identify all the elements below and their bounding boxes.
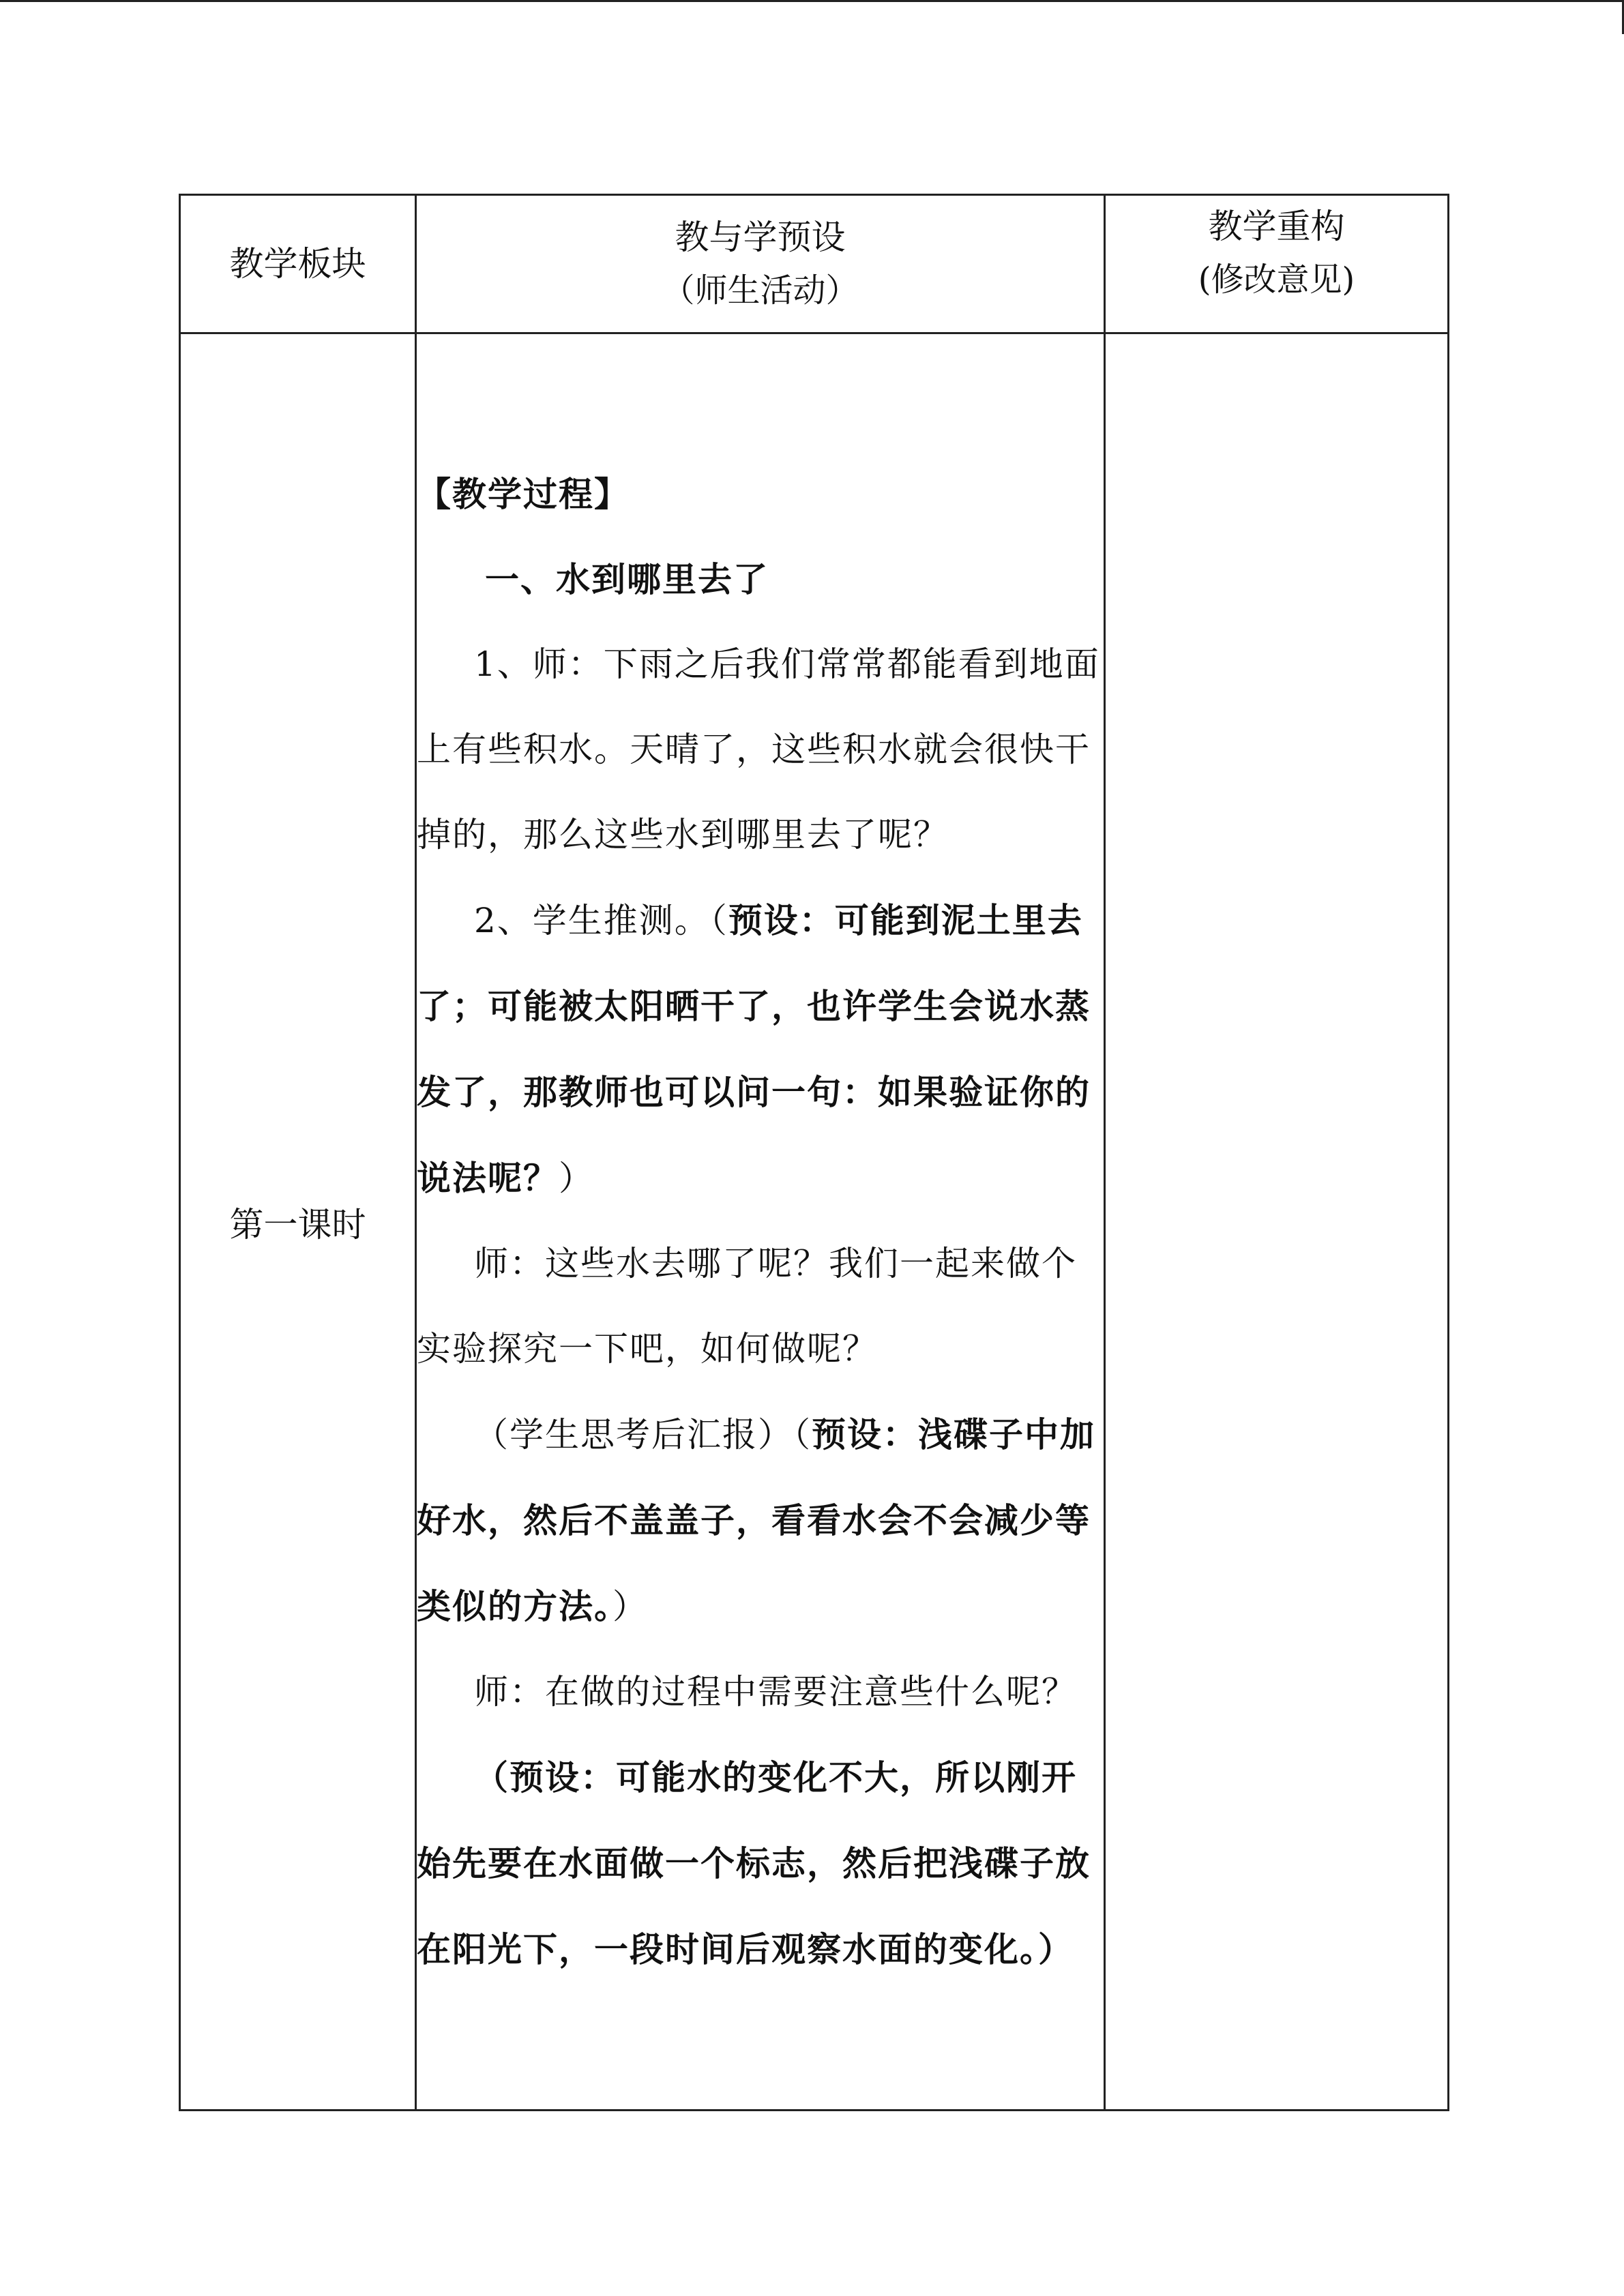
- header-col2-line1: 教与学预设: [675, 218, 846, 257]
- paragraph-2-bold: 预设：可能到泥土里去了；可能被太阳晒干了，也许学生会说水蒸发了，那教师也可以问一句：如果验证你的说法呢？: [417, 899, 1091, 1198]
- header-col3-line2: (修改意见): [1198, 260, 1355, 299]
- paragraph-3: 师：这些水去哪了呢？我们一起来做个实验探究一下吧，如何做呢？: [417, 1243, 1077, 1369]
- lesson-plan-table: [179, 194, 1449, 2111]
- paragraph-6-end: ）: [1038, 1928, 1074, 1969]
- header-teaching-preset: [416, 195, 1105, 333]
- table-row: [180, 333, 1449, 2111]
- paragraph-6: [417, 1735, 1104, 1993]
- teaching-process-cell: [416, 333, 1105, 2111]
- subsection-title: 一、水到哪里去了: [485, 558, 769, 599]
- header-col2-line2: （师生活动）: [662, 271, 859, 310]
- paragraph-6-open: （: [474, 1757, 510, 1798]
- section-title: 【教学过程】: [417, 473, 630, 514]
- header-teaching-module: [180, 195, 416, 333]
- paragraph-4-bold: 预设：浅碟子中加好水，然后不盖盖子，看看水会不会减少等类似的方法。: [417, 1414, 1095, 1626]
- paragraph-4: [417, 1392, 1104, 1650]
- paragraph-5: 师：在做的过程中需要注意些什么呢？: [474, 1671, 1077, 1712]
- paragraph-6-bold: 预设：可能水的变化不大，所以刚开始先要在水面做一个标志，然后把浅碟子放在阳光下，一段时间后观察水面的变化。: [417, 1757, 1091, 1969]
- lesson-label: 第一课时: [229, 1204, 366, 1244]
- table-header-row: [180, 195, 1449, 333]
- page-top-border: [0, 0, 1624, 2]
- paragraph-4-end: ）: [612, 1586, 648, 1626]
- paragraph-4-plain: （学生思考后汇报）（: [474, 1414, 812, 1455]
- header-teaching-reconstruct: [1105, 195, 1449, 333]
- paragraph-2-end: ）: [559, 1158, 594, 1198]
- header-col3-line1: 教学重构: [1208, 207, 1345, 246]
- paragraph-1: 1、师：下雨之后我们常常都能看到地面上有些积水。天晴了，这些积水就会很快干掉的，那么这些水到哪里去了呢？: [417, 644, 1100, 854]
- lesson-label-cell: [180, 333, 416, 2111]
- paragraph-2-plain: 2、学生推测。（: [474, 900, 728, 940]
- revision-notes-cell: [1105, 333, 1449, 2111]
- header-col1-text: 教学板块: [229, 244, 366, 284]
- paragraph-2: [417, 878, 1104, 1221]
